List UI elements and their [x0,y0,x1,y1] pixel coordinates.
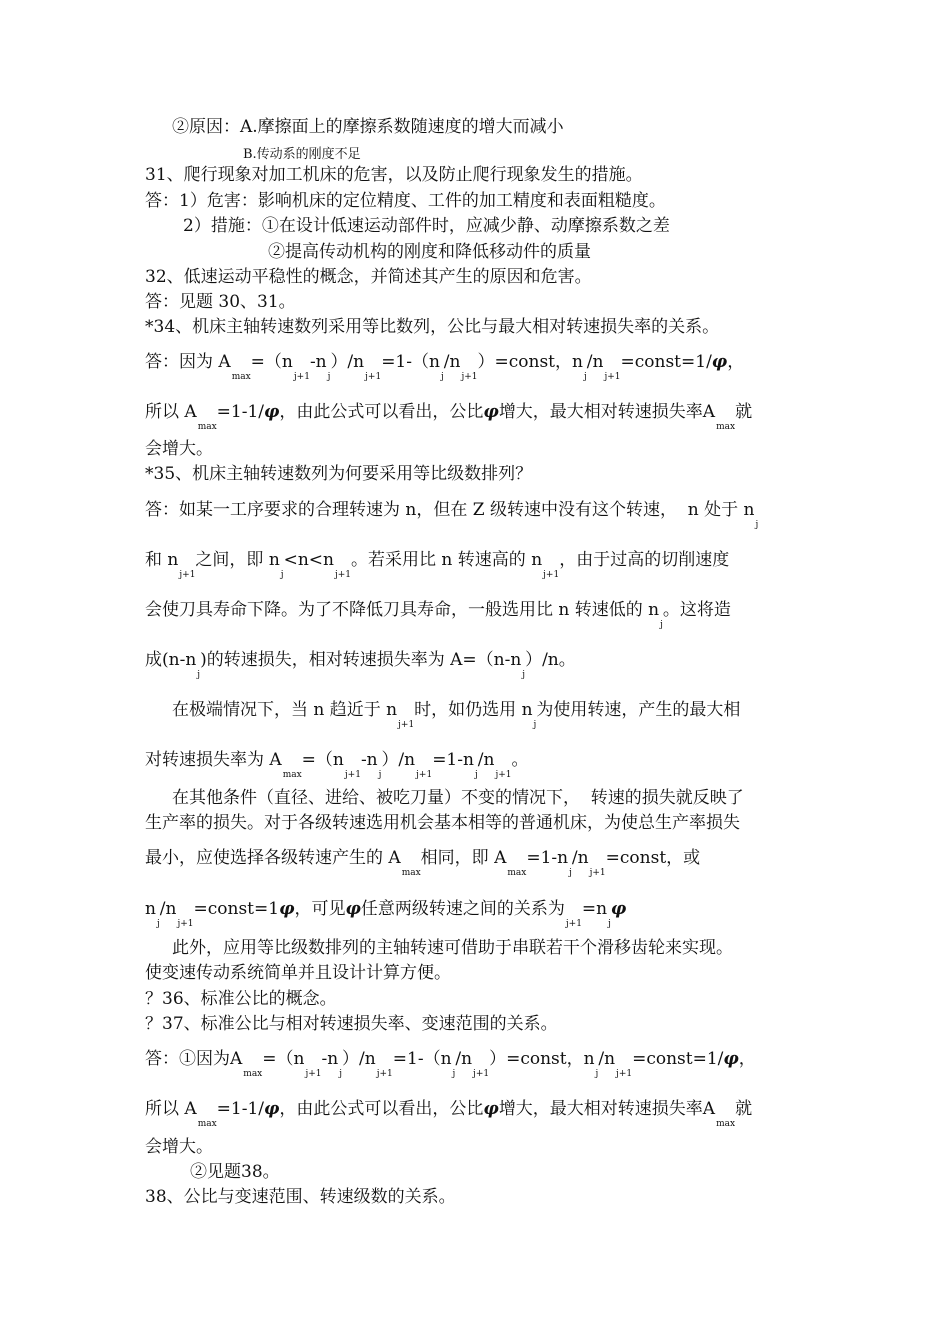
text-line: 2）措施：①在设计低速运动部件时，应减少静、动摩擦系数之差 [183,216,670,236]
text-line: ②原因：A.摩擦面上的摩擦系数随速度的增大而减小 [172,117,564,137]
formula-line: 答：①因为$A_{max}=(n_{j+1}-n_j)/n_{j+1}=1-(n_j/n_{j+1})=const$，$n_j/n_{j+1}=const=1/\varphi$， [145,1049,756,1079]
text-line: 生产率的损失。对于各级转速选用机会基本相等的普通机床，为使总生产率损失 [145,813,740,833]
formula-line: 对转速损失率为 $A_{max}=(n_{j+1}-n_j)/n_{j+1}=1-n_j/n_{j+1}$。 [145,750,529,780]
text-line: 答：见题 30、31。 [145,292,296,312]
text-line: 在其他条件（直径、进给、被吃刀量）不变的情况下， 转速的损失就反映了 [172,788,744,808]
text-line: 31、爬行现象对加工机床的危害，以及防止爬行现象发生的措施。 [145,165,643,185]
text-line: 38、公比与变速范围、转速级数的关系。 [145,1187,456,1207]
text-line: ？36、标准公比的概念。 [145,989,337,1009]
text-line: 成$(n-n_j)$的转速损失，相对转速损失率为 $A=(n-n_j)/n$。 [145,650,576,680]
text-line: 和 $n_{j+1}$之间，即 $n_j<n<n_{j+1}$。若采用比 n 转速高的 $n_{j+1}$，由于过高的切削速度 [145,550,730,580]
text-line: 使变速传动系统简单并且设计计算方便。 [145,963,451,983]
text-line: 会增大。 [145,1137,213,1157]
text-line: B.传动系的刚度不足 [243,147,361,162]
text-line: 会使刀具寿命下降。为了不降低刀具寿命，一般选用比 n 转速低的 $n_j$。这将造 [145,600,731,630]
text-line: *35、机床主轴转速数列为何要采用等比级数排列？ [145,464,533,484]
text-line: 在极端情况下，当 n 趋近于 $n_{j+1}$时，如仍选用 $n_j$为使用转速，产生的最大相 [172,700,741,730]
formula-line: 所以 $A_{max}=1-1/\varphi$，由此公式可以看出，公比φ增大，最大相对转速损失率$A_{max}$就 [145,1099,753,1129]
text-line: *34、机床主轴转速数列采用等比数列，公比与最大相对转速损失率的关系。 [145,317,720,337]
text-line: 32、低速运动平稳性的概念，并简述其产生的原因和危害。 [145,267,592,287]
text-line: 答：1）危害：影响机床的定位精度、工件的加工精度和表面粗糙度。 [145,191,666,211]
formula-line: 所以 $A_{max}=1-1/\varphi$，由此公式可以看出，公比φ增大，最大相对转速损失率$A_{max}$就 [145,402,753,432]
text-line: 答：如某一工序要求的合理转速为 n，但在 Z 级转速中没有这个转速， n 处于 $n_j$ [145,500,759,530]
formula-line: 答：因为 $A_{max}=(n_{j+1}-n_j)/n_{j+1}=1-(n_j/n_{j+1})=const$，$n_j/n_{j+1}=const=1/\varphi$， [145,352,745,382]
text-line: 此外，应用等比级数排列的主轴转速可借助于串联若干个滑移齿轮来实现。 [172,938,733,958]
formula-line: $n_j/n_{j+1}=const=1\varphi$，可见φ任意两级转速之间的关系为$_{j+1}=n_j\varphi$ [145,899,627,929]
text-line: 会增大。 [145,439,213,459]
text-line: ②提高传动机构的刚度和降低移动件的质量 [268,242,591,262]
formula-line: 最小，应使选择各级转速产生的 $A_{max}$相同，即 $A_{max}=1-n_j/n_{j+1}=const$，或 [145,848,701,878]
text-line: ？37、标准公比与相对转速损失率、变速范围的关系。 [145,1014,558,1034]
text-line: ②见题38。 [190,1162,280,1182]
